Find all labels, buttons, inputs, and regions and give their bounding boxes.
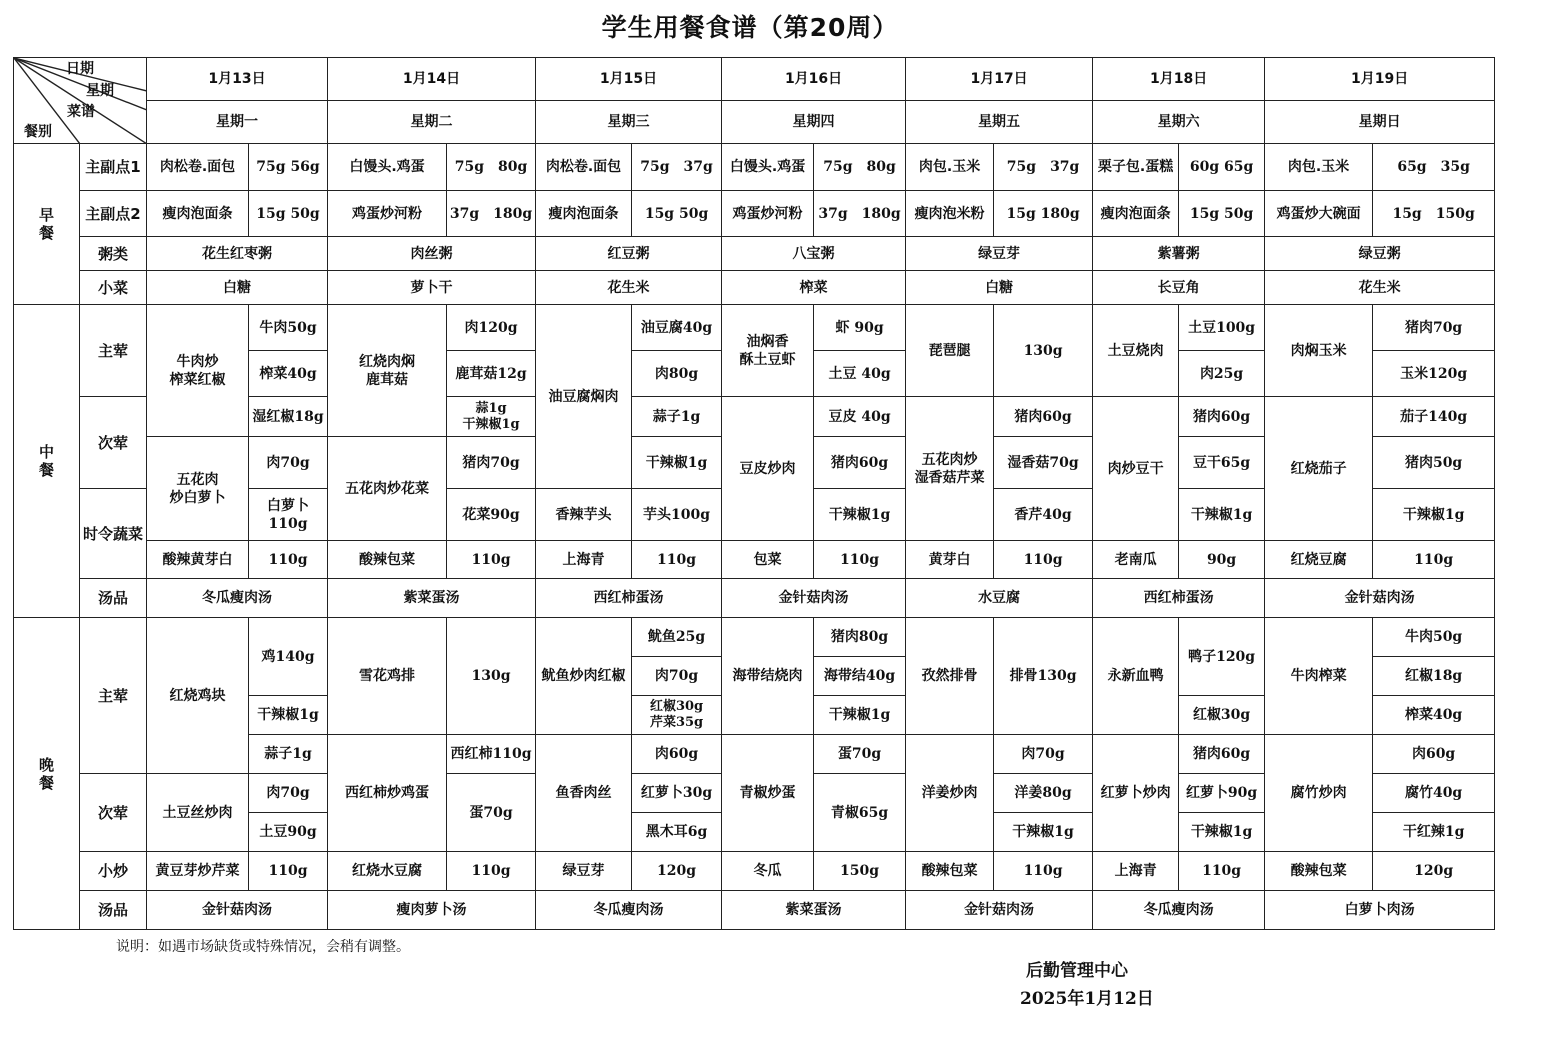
- soup-cell: 紫菜蛋汤: [328, 579, 536, 618]
- quantity-cell: 红椒30g 芹菜35g: [632, 696, 722, 735]
- quantity-cell: 油豆腐40g: [632, 305, 722, 351]
- dish-cell: 西红柿炒鸡蛋: [328, 735, 447, 852]
- date-header: 1月14日: [328, 58, 536, 101]
- quantity-cell: 腐竹40g: [1373, 774, 1495, 813]
- quantity-cell: 排骨130g: [994, 618, 1093, 735]
- quantity-cell: 75g 80g: [814, 144, 906, 191]
- quantity-cell: 鹿茸菇12g: [447, 351, 536, 397]
- side-dish-cell: 白糖: [147, 271, 328, 305]
- quantity-cell: 75g 80g: [447, 144, 536, 191]
- dish-cell: 酸辣包菜: [1265, 852, 1373, 891]
- side-dish-cell: 榨菜: [722, 271, 906, 305]
- weekday-header: 星期四: [722, 101, 906, 144]
- dish-cell: 海带结烧肉: [722, 618, 814, 735]
- quantity-cell: 110g: [994, 852, 1093, 891]
- dish-cell: 鸡蛋炒大碗面: [1265, 191, 1373, 237]
- quantity-cell: 蒜1g 干辣椒1g: [447, 397, 536, 437]
- quantity-cell: 白萝卜110g: [249, 489, 328, 541]
- date-header: 1月18日: [1093, 58, 1265, 101]
- quantity-cell: 130g: [447, 618, 536, 735]
- dish-cell: 瘦肉泡面条: [536, 191, 632, 237]
- soup-cell: 金针菇肉汤: [722, 579, 906, 618]
- signature-date: 2025年1月12日: [1020, 989, 1154, 1009]
- dish-cell: 瘦肉泡面条: [147, 191, 249, 237]
- quantity-cell: 蒜子1g: [249, 735, 328, 774]
- quantity-cell: 肉60g: [1373, 735, 1495, 774]
- dish-cell: 冬瓜: [722, 852, 814, 891]
- quantity-cell: 干红辣1g: [1373, 813, 1495, 852]
- quantity-cell: 茄子140g: [1373, 397, 1495, 437]
- dish-cell: 红烧鸡块: [147, 618, 249, 774]
- porridge-cell: 八宝粥: [722, 237, 906, 271]
- dish-cell: 上海青: [1093, 852, 1179, 891]
- dish-cell: 老南瓜: [1093, 541, 1179, 579]
- quantity-cell: 110g: [249, 852, 328, 891]
- date-header: 1月17日: [906, 58, 1093, 101]
- quantity-cell: 海带结40g: [814, 657, 906, 696]
- porridge-cell: 绿豆粥: [1265, 237, 1495, 271]
- weekday-header: 星期六: [1093, 101, 1265, 144]
- section-label-second-dish: 次荤: [80, 774, 147, 852]
- corner-date-label: 日期: [66, 61, 94, 77]
- quantity-cell: 110g: [994, 541, 1093, 579]
- dish-cell: 永新血鸭: [1093, 618, 1179, 735]
- quantity-cell: 牛肉50g: [249, 305, 328, 351]
- quantity-cell: 65g 35g: [1373, 144, 1495, 191]
- quantity-cell: 土豆100g: [1179, 305, 1265, 351]
- quantity-cell: 猪肉60g: [1179, 397, 1265, 437]
- quantity-cell: 洋姜80g: [994, 774, 1093, 813]
- quantity-cell: 湿红椒18g: [249, 397, 328, 437]
- quantity-cell: 干辣椒1g: [1179, 813, 1265, 852]
- dish-cell: 五花肉 炒白萝卜: [147, 437, 249, 541]
- weekday-header: 星期二: [328, 101, 536, 144]
- section-label-soup: 汤品: [80, 891, 147, 930]
- quantity-cell: 猪肉80g: [814, 618, 906, 657]
- dish-cell: 五花肉炒 湿香菇芹菜: [906, 397, 994, 541]
- quantity-cell: 15g 50g: [632, 191, 722, 237]
- corner-weekday-label: 星期: [86, 83, 114, 99]
- porridge-cell: 肉丝粥: [328, 237, 536, 271]
- quantity-cell: 37g 180g: [814, 191, 906, 237]
- quantity-cell: 鸭子120g: [1179, 618, 1265, 696]
- quantity-cell: 干辣椒1g: [814, 489, 906, 541]
- dish-cell: 琵琶腿: [906, 305, 994, 397]
- quantity-cell: 90g: [1179, 541, 1265, 579]
- quantity-cell: 鸡140g: [249, 618, 328, 696]
- soup-cell: 西红柿蛋汤: [1093, 579, 1265, 618]
- quantity-cell: 15g 50g: [249, 191, 328, 237]
- side-dish-cell: 长豆角: [1093, 271, 1265, 305]
- quantity-cell: 肉80g: [632, 351, 722, 397]
- quantity-cell: 猪肉70g: [447, 437, 536, 489]
- quantity-cell: 15g 150g: [1373, 191, 1495, 237]
- dish-cell: 洋姜炒肉: [906, 735, 994, 852]
- dish-cell: 香辣芋头: [536, 489, 632, 541]
- dish-cell: 红烧茄子: [1265, 397, 1373, 541]
- dish-cell: 鱿鱼炒肉红椒: [536, 618, 632, 735]
- dish-cell: 土豆烧肉: [1093, 305, 1179, 397]
- quantity-cell: 110g: [1373, 541, 1495, 579]
- quantity-cell: 土豆90g: [249, 813, 328, 852]
- date-header: 1月15日: [536, 58, 722, 101]
- dish-cell: 瘦肉泡面条: [1093, 191, 1179, 237]
- quantity-cell: 牛肉50g: [1373, 618, 1495, 657]
- weekday-header: 星期一: [147, 101, 328, 144]
- quantity-cell: 虾 90g: [814, 305, 906, 351]
- quantity-cell: 肉70g: [994, 735, 1093, 774]
- quantity-cell: 110g: [632, 541, 722, 579]
- dish-cell: 肉包.玉米: [1265, 144, 1373, 191]
- section-label-soup: 汤品: [80, 579, 147, 618]
- dish-cell: 牛肉榨菜: [1265, 618, 1373, 735]
- quantity-cell: 肉60g: [632, 735, 722, 774]
- dish-cell: 油焖香 酥土豆虾: [722, 305, 814, 397]
- section-label-stir-fry: 小炒: [80, 852, 147, 891]
- quantity-cell: 干辣椒1g: [994, 813, 1093, 852]
- side-dish-cell: 萝卜干: [328, 271, 536, 305]
- quantity-cell: 肉70g: [249, 437, 328, 489]
- section-label-main-dish: 主荤: [80, 618, 147, 774]
- quantity-cell: 榨菜40g: [1373, 696, 1495, 735]
- soup-cell: 金针菇肉汤: [1265, 579, 1495, 618]
- quantity-cell: 110g: [447, 541, 536, 579]
- dish-cell: 红烧肉焖 鹿茸菇: [328, 305, 447, 437]
- menu-table: [13, 57, 1495, 930]
- quantity-cell: 肉25g: [1179, 351, 1265, 397]
- dish-cell: 酸辣黄芽白: [147, 541, 249, 579]
- quantity-cell: 干辣椒1g: [1179, 489, 1265, 541]
- quantity-cell: 肉70g: [249, 774, 328, 813]
- section-label-main1: 主副点1: [80, 144, 147, 191]
- dish-cell: 青椒炒蛋: [722, 735, 814, 852]
- quantity-cell: 香芹40g: [994, 489, 1093, 541]
- weekday-header: 星期日: [1265, 101, 1495, 144]
- side-dish-cell: 花生米: [1265, 271, 1495, 305]
- quantity-cell: 15g 50g: [1179, 191, 1265, 237]
- dish-cell: 红烧水豆腐: [328, 852, 447, 891]
- dish-cell: 绿豆芽: [536, 852, 632, 891]
- quantity-cell: 鱿鱼25g: [632, 618, 722, 657]
- dish-cell: 土豆丝炒肉: [147, 774, 249, 852]
- quantity-cell: 猪肉60g: [994, 397, 1093, 437]
- quantity-cell: 花菜90g: [447, 489, 536, 541]
- quantity-cell: 榨菜40g: [249, 351, 328, 397]
- quantity-cell: 肉120g: [447, 305, 536, 351]
- section-label-porridge: 粥类: [80, 237, 147, 271]
- porridge-cell: 红豆粥: [536, 237, 722, 271]
- dish-cell: 黄豆芽炒芹菜: [147, 852, 249, 891]
- quantity-cell: 干辣椒1g: [632, 437, 722, 489]
- quantity-cell: 蛋70g: [814, 735, 906, 774]
- quantity-cell: 15g 180g: [994, 191, 1093, 237]
- section-label-main2: 主副点2: [80, 191, 147, 237]
- dish-cell: 孜然排骨: [906, 618, 994, 735]
- quantity-cell: 豆干65g: [1179, 437, 1265, 489]
- quantity-cell: 红萝卜90g: [1179, 774, 1265, 813]
- quantity-cell: 75g 37g: [632, 144, 722, 191]
- dish-cell: 肉松卷.面包: [147, 144, 249, 191]
- date-header: 1月16日: [722, 58, 906, 101]
- quantity-cell: 75g 37g: [994, 144, 1093, 191]
- quantity-cell: 猪肉60g: [1179, 735, 1265, 774]
- soup-cell: 冬瓜瘦肉汤: [536, 891, 722, 930]
- dish-cell: 鸡蛋炒河粉: [328, 191, 447, 237]
- weekday-header: 星期五: [906, 101, 1093, 144]
- dish-cell: 白馒头.鸡蛋: [328, 144, 447, 191]
- quantity-cell: 120g: [632, 852, 722, 891]
- porridge-cell: 绿豆芽: [906, 237, 1093, 271]
- corner-meal-label: 餐别: [24, 124, 52, 140]
- quantity-cell: 110g: [1179, 852, 1265, 891]
- quantity-cell: 110g: [249, 541, 328, 579]
- quantity-cell: 土豆 40g: [814, 351, 906, 397]
- quantity-cell: 干辣椒1g: [249, 696, 328, 735]
- dish-cell: 肉包.玉米: [906, 144, 994, 191]
- quantity-cell: 猪肉50g: [1373, 437, 1495, 489]
- quantity-cell: 湿香菇70g: [994, 437, 1093, 489]
- dish-cell: 牛肉炒 榨菜红椒: [147, 305, 249, 437]
- soup-cell: 瘦肉萝卜汤: [328, 891, 536, 930]
- side-dish-cell: 白糖: [906, 271, 1093, 305]
- porridge-cell: 花生红枣粥: [147, 237, 328, 271]
- quantity-cell: 芋头100g: [632, 489, 722, 541]
- quantity-cell: 130g: [994, 305, 1093, 397]
- soup-cell: 金针菇肉汤: [906, 891, 1093, 930]
- quantity-cell: 60g 65g: [1179, 144, 1265, 191]
- quantity-cell: 75g 56g: [249, 144, 328, 191]
- dish-cell: 五花肉炒花菜: [328, 437, 447, 541]
- quantity-cell: 红椒18g: [1373, 657, 1495, 696]
- quantity-cell: 干辣椒1g: [1373, 489, 1495, 541]
- section-label-main-dish: 主荤: [80, 305, 147, 397]
- quantity-cell: 110g: [814, 541, 906, 579]
- meal-label-lunch: 中 餐: [14, 305, 80, 618]
- dish-cell: 肉炒豆干: [1093, 397, 1179, 541]
- porridge-cell: 紫薯粥: [1093, 237, 1265, 271]
- soup-cell: 西红柿蛋汤: [536, 579, 722, 618]
- dish-cell: 鱼香肉丝: [536, 735, 632, 852]
- quantity-cell: 110g: [447, 852, 536, 891]
- corner-header-cell: [14, 58, 147, 144]
- dish-cell: 上海青: [536, 541, 632, 579]
- soup-cell: 冬瓜瘦肉汤: [1093, 891, 1265, 930]
- quantity-cell: 蛋70g: [447, 774, 536, 852]
- quantity-cell: 120g: [1373, 852, 1495, 891]
- quantity-cell: 西红柿110g: [447, 735, 536, 774]
- section-label-seasonal-veg: 时令蔬菜: [80, 489, 147, 579]
- quantity-cell: 红萝卜30g: [632, 774, 722, 813]
- corner-menu-label: 菜谱: [67, 104, 95, 120]
- dish-cell: 油豆腐焖肉: [536, 305, 632, 489]
- soup-cell: 水豆腐: [906, 579, 1093, 618]
- quantity-cell: 豆皮 40g: [814, 397, 906, 437]
- dish-cell: 黄芽白: [906, 541, 994, 579]
- date-header: 1月19日: [1265, 58, 1495, 101]
- page-title: 学生用餐食谱（第20周）: [601, 13, 899, 42]
- dish-cell: 包菜: [722, 541, 814, 579]
- date-header: 1月13日: [147, 58, 328, 101]
- dish-cell: 腐竹炒肉: [1265, 735, 1373, 852]
- quantity-cell: 150g: [814, 852, 906, 891]
- quantity-cell: 肉70g: [632, 657, 722, 696]
- soup-cell: 金针菇肉汤: [147, 891, 328, 930]
- quantity-cell: 37g 180g: [447, 191, 536, 237]
- quantity-cell: 青椒65g: [814, 774, 906, 852]
- side-dish-cell: 花生米: [536, 271, 722, 305]
- quantity-cell: 干辣椒1g: [814, 696, 906, 735]
- dish-cell: 栗子包.蛋糕: [1093, 144, 1179, 191]
- dish-cell: 白馒头.鸡蛋: [722, 144, 814, 191]
- meal-label-breakfast: 早 餐: [14, 144, 80, 305]
- soup-cell: 白萝卜肉汤: [1265, 891, 1495, 930]
- quantity-cell: 猪肉60g: [814, 437, 906, 489]
- weekday-header: 星期三: [536, 101, 722, 144]
- quantity-cell: 黑木耳6g: [632, 813, 722, 852]
- dish-cell: 肉焖玉米: [1265, 305, 1373, 397]
- meal-label-dinner: 晚 餐: [14, 618, 80, 930]
- dish-cell: 雪花鸡排: [328, 618, 447, 735]
- dish-cell: 肉松卷.面包: [536, 144, 632, 191]
- dish-cell: 酸辣包菜: [906, 852, 994, 891]
- dish-cell: 酸辣包菜: [328, 541, 447, 579]
- section-label-second-dish: 次荤: [80, 397, 147, 489]
- quantity-cell: 猪肉70g: [1373, 305, 1495, 351]
- dish-cell: 瘦肉泡米粉: [906, 191, 994, 237]
- dish-cell: 豆皮炒肉: [722, 397, 814, 541]
- soup-cell: 紫菜蛋汤: [722, 891, 906, 930]
- quantity-cell: 玉米120g: [1373, 351, 1495, 397]
- dish-cell: 红烧豆腐: [1265, 541, 1373, 579]
- signature-org: 后勤管理中心: [1026, 961, 1128, 981]
- footnote: 说明：如遇市场缺货或特殊情况，会稍有调整。: [116, 939, 410, 955]
- section-label-side: 小菜: [80, 271, 147, 305]
- quantity-cell: 红椒30g: [1179, 696, 1265, 735]
- quantity-cell: 蒜子1g: [632, 397, 722, 437]
- dish-cell: 鸡蛋炒河粉: [722, 191, 814, 237]
- soup-cell: 冬瓜瘦肉汤: [147, 579, 328, 618]
- dish-cell: 红萝卜炒肉: [1093, 735, 1179, 852]
